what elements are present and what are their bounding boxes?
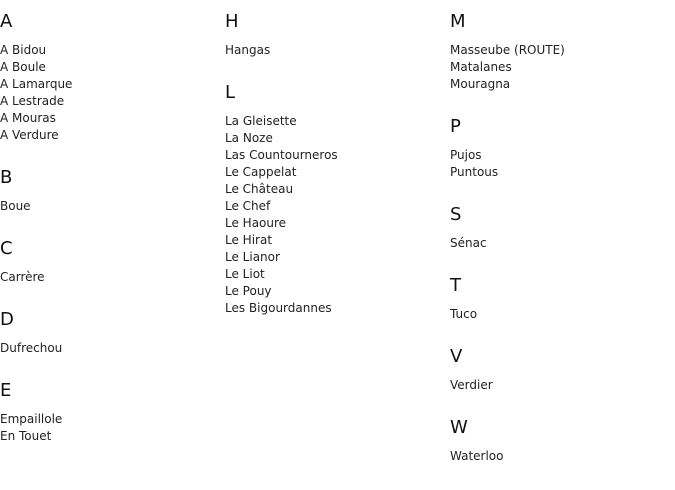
street-link[interactable]: Le Pouy	[225, 284, 272, 298]
list-item	[225, 198, 445, 215]
street-link[interactable]: A Lamarque	[0, 77, 73, 91]
letter-group	[225, 12, 445, 59]
letter-group	[450, 117, 670, 181]
street-link[interactable]: A Lestrade	[0, 94, 65, 108]
letter-heading: W	[450, 417, 468, 438]
list-item	[450, 147, 670, 164]
list-item	[0, 76, 220, 93]
list-item	[450, 164, 670, 181]
street-link[interactable]: Masseube (ROUTE)	[450, 43, 565, 57]
street-link[interactable]: Le Chef	[225, 199, 271, 213]
street-list	[0, 42, 220, 144]
letter-group	[450, 418, 670, 465]
street-link[interactable]: Le Liot	[225, 267, 265, 281]
street-list	[225, 42, 445, 59]
street-index-column-1	[0, 12, 220, 469]
list-item	[450, 448, 670, 465]
street-link[interactable]: En Touet	[0, 429, 52, 443]
list-item	[225, 249, 445, 266]
letter-heading: C	[0, 238, 13, 259]
letter-group	[0, 168, 220, 215]
list-item	[0, 340, 220, 357]
street-list	[0, 269, 220, 286]
list-item	[0, 93, 220, 110]
street-index-column-2	[225, 12, 445, 341]
letter-heading: D	[0, 309, 14, 330]
street-link[interactable]: Le Lianor	[225, 250, 280, 264]
letter-group	[225, 83, 445, 317]
list-item	[0, 110, 220, 127]
street-list	[450, 235, 670, 252]
street-link[interactable]: Le Haoure	[225, 216, 287, 230]
street-link[interactable]: Le Cappelat	[225, 165, 297, 179]
street-link[interactable]: A Boule	[0, 60, 46, 74]
list-item	[450, 59, 670, 76]
letter-heading: A	[0, 11, 13, 32]
letter-group	[450, 12, 670, 93]
letter-heading: S	[450, 204, 462, 225]
street-list	[450, 377, 670, 394]
list-item	[225, 181, 445, 198]
street-list	[450, 306, 670, 323]
list-item	[225, 42, 445, 59]
list-item	[225, 266, 445, 283]
street-link[interactable]: A Bidou	[0, 43, 47, 57]
street-link[interactable]: La Noze	[225, 131, 273, 145]
letter-heading: P	[450, 116, 461, 137]
letter-heading: M	[450, 11, 466, 32]
letter-group	[0, 381, 220, 445]
street-list	[225, 113, 445, 317]
letter-heading: E	[0, 380, 12, 401]
list-item	[0, 42, 220, 59]
list-item	[450, 76, 670, 93]
list-item	[450, 306, 670, 323]
letter-group	[450, 205, 670, 252]
letter-heading: H	[225, 11, 239, 32]
letter-group	[450, 347, 670, 394]
street-link[interactable]: Dufrechou	[0, 341, 63, 355]
street-link[interactable]: Waterloo	[450, 449, 504, 463]
list-item	[225, 215, 445, 232]
street-link[interactable]: Hangas	[225, 43, 271, 57]
list-item	[225, 113, 445, 130]
list-item	[0, 198, 220, 215]
street-link[interactable]: Sénac	[450, 236, 487, 250]
street-link[interactable]: Matalanes	[450, 60, 512, 74]
list-item	[0, 428, 220, 445]
letter-group	[0, 239, 220, 286]
street-list	[0, 198, 220, 215]
letter-group	[450, 276, 670, 323]
list-item	[450, 377, 670, 394]
street-link[interactable]: Puntous	[450, 165, 499, 179]
street-link[interactable]: Le Château	[225, 182, 294, 196]
letter-heading: B	[0, 167, 13, 188]
street-link[interactable]: Tuco	[450, 307, 478, 321]
street-link[interactable]: Las Countourneros	[225, 148, 338, 162]
street-list	[450, 448, 670, 465]
street-list	[450, 42, 670, 93]
street-link[interactable]: Verdier	[450, 378, 493, 392]
letter-heading: T	[450, 275, 461, 296]
street-link[interactable]: Pujos	[450, 148, 482, 162]
list-item	[450, 42, 670, 59]
street-link[interactable]: Mouragna	[450, 77, 511, 91]
street-link[interactable]: Carrère	[0, 270, 45, 284]
street-list	[0, 411, 220, 445]
list-item	[225, 300, 445, 317]
street-link[interactable]: A Verdure	[0, 128, 59, 142]
street-link[interactable]: A Mouras	[0, 111, 56, 125]
list-item	[225, 283, 445, 300]
street-index-column-3	[450, 12, 670, 489]
list-item	[225, 130, 445, 147]
street-list	[0, 340, 220, 357]
list-item	[0, 411, 220, 428]
street-link[interactable]: La Gleisette	[225, 114, 297, 128]
street-link[interactable]: Le Hirat	[225, 233, 273, 247]
list-item	[450, 235, 670, 252]
street-list	[450, 147, 670, 181]
letter-group	[0, 12, 220, 144]
list-item	[225, 232, 445, 249]
list-item	[225, 164, 445, 181]
letter-heading: L	[225, 82, 236, 103]
letter-heading: V	[450, 346, 463, 367]
letter-group	[0, 310, 220, 357]
list-item	[0, 269, 220, 286]
street-link[interactable]: Empaillole	[0, 412, 63, 426]
street-link[interactable]: Boue	[0, 199, 31, 213]
street-link[interactable]: Les Bigourdannes	[225, 301, 332, 315]
list-item	[0, 127, 220, 144]
list-item	[225, 147, 445, 164]
list-item	[0, 59, 220, 76]
